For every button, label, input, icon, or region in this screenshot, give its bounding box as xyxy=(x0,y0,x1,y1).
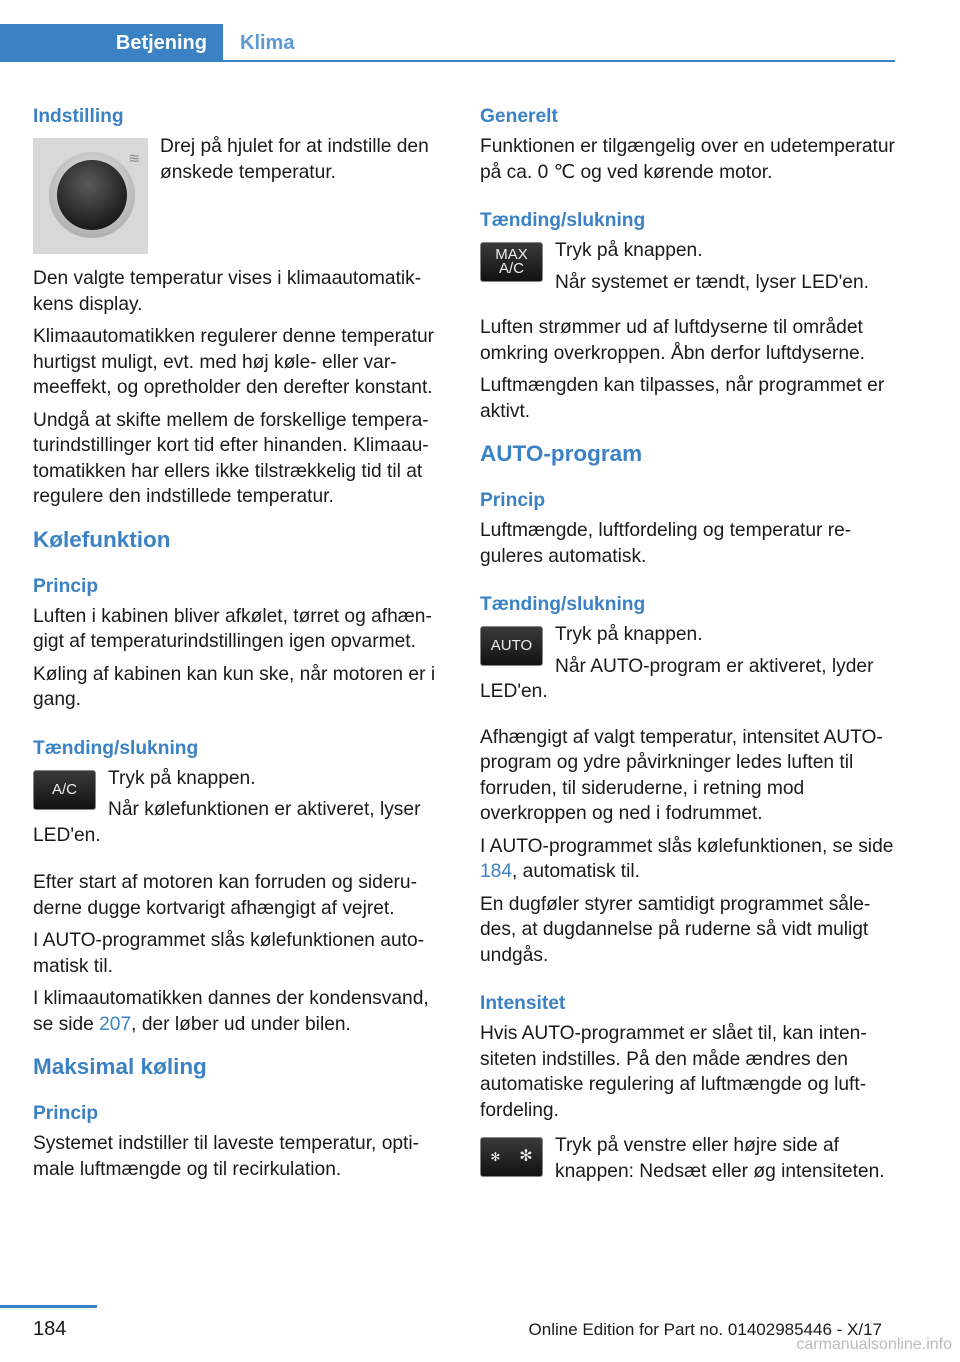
max-ac-button-image: MAX A/C xyxy=(480,242,543,282)
left-paragraph-6: I klimaautomatikken dannes der kondensvand, se side 207, der løber ud under bilen. xyxy=(33,988,429,1035)
max-cooling-heading: Maksimal køling xyxy=(33,1054,207,1079)
ac-button-block xyxy=(33,766,449,855)
cool-principle-p1: Luften i kabinen bliver afkølet, tørret og afhængigt af temperaturindstillingen igen opvarmet. xyxy=(33,605,432,652)
onoff1-title: Tænding/slukning xyxy=(480,210,646,231)
onoff1-line-2: Når systemet er tændt, lyser LED'en. xyxy=(555,271,869,293)
intensity-button-text: Tryk på venstre eller højre side af knappen: Nedsæt eller øg intensiteten. xyxy=(555,1135,885,1182)
left-column xyxy=(33,104,449,1189)
max-principle-text: Systemet indstiller til laveste temperatur, optimale luftmængde og til recirkulation. xyxy=(33,1133,420,1180)
intensity-title: Intensitet xyxy=(480,993,566,1014)
tab-betjening[interactable]: Betjening xyxy=(0,24,223,62)
onoff2-line-1: Tryk på knappen. xyxy=(555,624,703,645)
left-paragraph-3: Undgå at skifte mellem de forskellige temperaturindstillinger kort tid efter hinanden. Klimaautomatikken har ellers ikke tilstrækkelig tid til at regulere den indstillede temperatur. xyxy=(33,409,429,507)
right-paragraph-3: Afhængigt af valgt temperatur, intensitet AUTO-program og ydre påvirkninger ledes luften til forruden, til sideruderne, i retning mod overkroppen og ned i fodrummet. xyxy=(480,726,883,824)
left-paragraph-5: I AUTO-programmet slås kølefunktionen automatisk til. xyxy=(33,930,425,977)
cool-principle-title: Princip xyxy=(33,575,99,597)
cool-principle-p2: Køling af kabinen kan kun ske, når motoren er i gang. xyxy=(33,663,436,710)
auto-principle-title: Princip xyxy=(480,490,546,511)
cool-function-heading: Kølefunktion xyxy=(33,526,171,552)
knob-core xyxy=(57,160,127,230)
intensity-button-image xyxy=(480,1137,543,1177)
auto-button-block xyxy=(480,622,896,711)
setting-text: Drej på hjulet for at indstille den ønskede temperatur. xyxy=(160,136,429,183)
left-paragraph-4: Efter start af motoren kan forruden og sideruderne dugge kortvarigt afhængigt af vejret. xyxy=(33,872,417,919)
footer-rule xyxy=(0,1305,97,1308)
auto-principle-text: Luftmængde, luftfordeling og temperatur reguleres automatisk. xyxy=(480,520,852,567)
cool-onoff-title: Tænding/slukning xyxy=(33,737,199,759)
header-tabbar xyxy=(0,24,895,62)
right-paragraph-5: En dugføler styrer samtidigt programmet således, at dugdannelse på ruderne så vidt muligt undgås. xyxy=(480,893,871,966)
intensity-button-block xyxy=(480,1133,896,1190)
left-paragraph-1: Den valgte temperatur vises i klimaautomatikkens display. xyxy=(33,268,422,315)
right-paragraph-4: I AUTO-programmet slås kølefunktionen, se side 184, automatisk til. xyxy=(480,835,894,882)
right-column xyxy=(480,104,896,1196)
max-principle-title: Princip xyxy=(33,1103,99,1124)
max-ac-button-block xyxy=(480,238,896,301)
setting-block xyxy=(33,134,449,260)
onoff2-title: Tænding/slukning xyxy=(480,594,646,615)
temperature-knob-image xyxy=(33,138,148,254)
header-rule xyxy=(0,60,895,62)
setting-title: Indstilling xyxy=(33,106,124,127)
right-paragraph-2: Luftmængden kan tilpasses, når programmet er aktivt. xyxy=(480,375,885,422)
left-paragraph-2: Klimaautomatikken regulerer denne temperatur hurtigst muligt, evt. med høj køle- eller varmeeffekt, og opretholder den derefter konstant. xyxy=(33,326,435,398)
intensity-text: Hvis AUTO-programmet er slået til, kan intensiteten indstilles. På den måde ændres den automatiske regulering af luftmængde og luftfordeling. xyxy=(480,1023,867,1121)
watermark: carmanualsonline.info xyxy=(796,1336,952,1353)
tab-klima[interactable]: Klima xyxy=(240,32,295,54)
cool-onoff-line-2: Når kølefunktionen er aktiveret, lyser LED'en. xyxy=(33,799,421,846)
auto-button-image: AUTO xyxy=(480,626,543,666)
heat-waves-icon: ≋ xyxy=(128,150,140,166)
cool-onoff-line-1: Tryk på knappen. xyxy=(108,767,256,789)
page-184-link[interactable]: 184 xyxy=(480,861,513,882)
page-207-link[interactable]: 207 xyxy=(99,1013,132,1035)
auto-program-heading: AUTO-program xyxy=(480,441,643,466)
ac-button-image: A/C xyxy=(33,770,96,810)
onoff2-line-2: Når AUTO-program er aktiveret, lyder LED'en. xyxy=(480,655,874,702)
fan-low-icon: ✻ xyxy=(490,1150,501,1164)
general-title: Generelt xyxy=(480,106,558,127)
right-paragraph-1: Luften strømmer ud af luftdyserne til området omkring overkroppen. Åbn derfor luftdyserne. xyxy=(480,317,866,364)
fan-high-icon: ✻ xyxy=(519,1148,533,1165)
edition-text: Online Edition for Part no. 01402985446 - X/17 xyxy=(528,1320,882,1339)
onoff1-line-1: Tryk på knappen. xyxy=(555,240,703,261)
general-text: Funktionen er tilgængelig over en udetemperatur på ca. 0 ℃ og ved kørende motor. xyxy=(480,136,895,183)
page-number: 184 xyxy=(33,1318,67,1340)
